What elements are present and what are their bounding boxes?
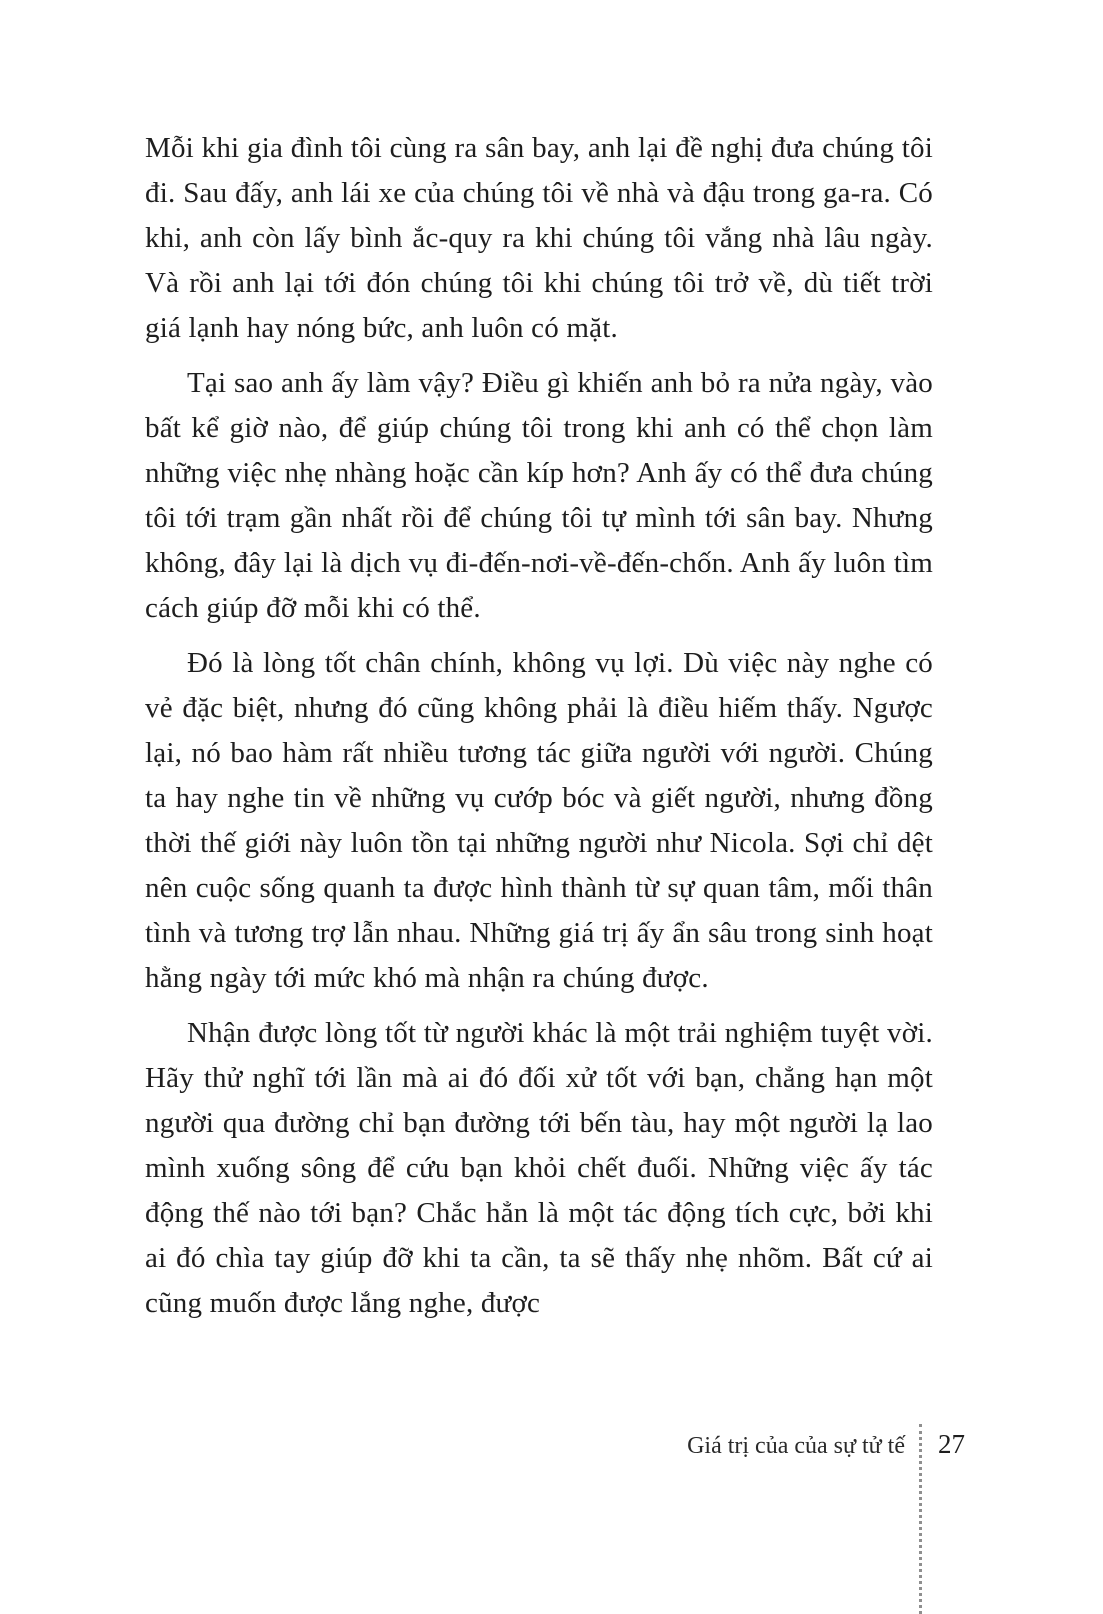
- body-text: [145, 126, 933, 1336]
- paragraph: Đó là lòng tốt chân chính, không vụ lợi. Dù việc này nghe có vẻ đặc biệt, nhưng đó cũng không phải là điều hiếm thấy. Ngược lại, nó bao hàm rất nhiều tương tác giữa người với người. Chúng ta hay nghe tin về những vụ cướp bóc và giết người, nhưng đồng thời thế giới này luôn tồn tại những người như Nicola. Sợi chỉ dệt nên cuộc sống quanh ta được hình thành từ sự quan tâm, mối thân tình và tương trợ lẫn nhau. Những giá trị ấy ẩn sâu trong sinh hoạt hằng ngày tới mức khó mà nhận ra chúng được.: [145, 647, 933, 994]
- paragraph: Nhận được lòng tốt từ người khác là một trải nghiệm tuyệt vời. Hãy thử nghĩ tới lần mà ai đó đối xử tốt với bạn, chẳng hạn một người qua đường chỉ bạn đường tới bến tàu, hay một người lạ lao mình xuống sông để cứu bạn khỏi chết đuối. Những việc ấy tác động thế nào tới bạn? Chắc hẳn là một tác động tích cực, bởi khi ai đó chìa tay giúp đỡ khi ta cần, ta sẽ thấy nhẹ nhõm. Bất cứ ai cũng muốn được lắng nghe, được: [145, 1017, 933, 1319]
- paragraph: Tại sao anh ấy làm vậy? Điều gì khiến anh bỏ ra nửa ngày, vào bất kể giờ nào, để giúp chúng tôi trong khi anh có thể chọn làm những việc nhẹ nhàng hoặc cần kíp hơn? Anh ấy có thể đưa chúng tôi tới trạm gần nhất rồi để chúng tôi tự mình tới sân bay. Nhưng không, đây lại là dịch vụ đi-đến-nơi-về-đến-chốn. Anh ấy luôn tìm cách giúp đỡ mỗi khi có thể.: [145, 367, 933, 624]
- paragraph: Mỗi khi gia đình tôi cùng ra sân bay, anh lại đề nghị đưa chúng tôi đi. Sau đấy, anh lái xe của chúng tôi về nhà và đậu trong ga-ra. Có khi, anh còn lấy bình ắc-quy ra khi chúng tôi vắng nhà lâu ngày. Và rồi anh lại tới đón chúng tôi khi chúng tôi trở về, dù tiết trời giá lạnh hay nóng bức, anh luôn có mặt.: [145, 132, 933, 344]
- running-title: Giá trị của của sự tử tế: [687, 1433, 905, 1459]
- page-divider: [919, 1424, 922, 1614]
- page-number: 27: [938, 1429, 965, 1459]
